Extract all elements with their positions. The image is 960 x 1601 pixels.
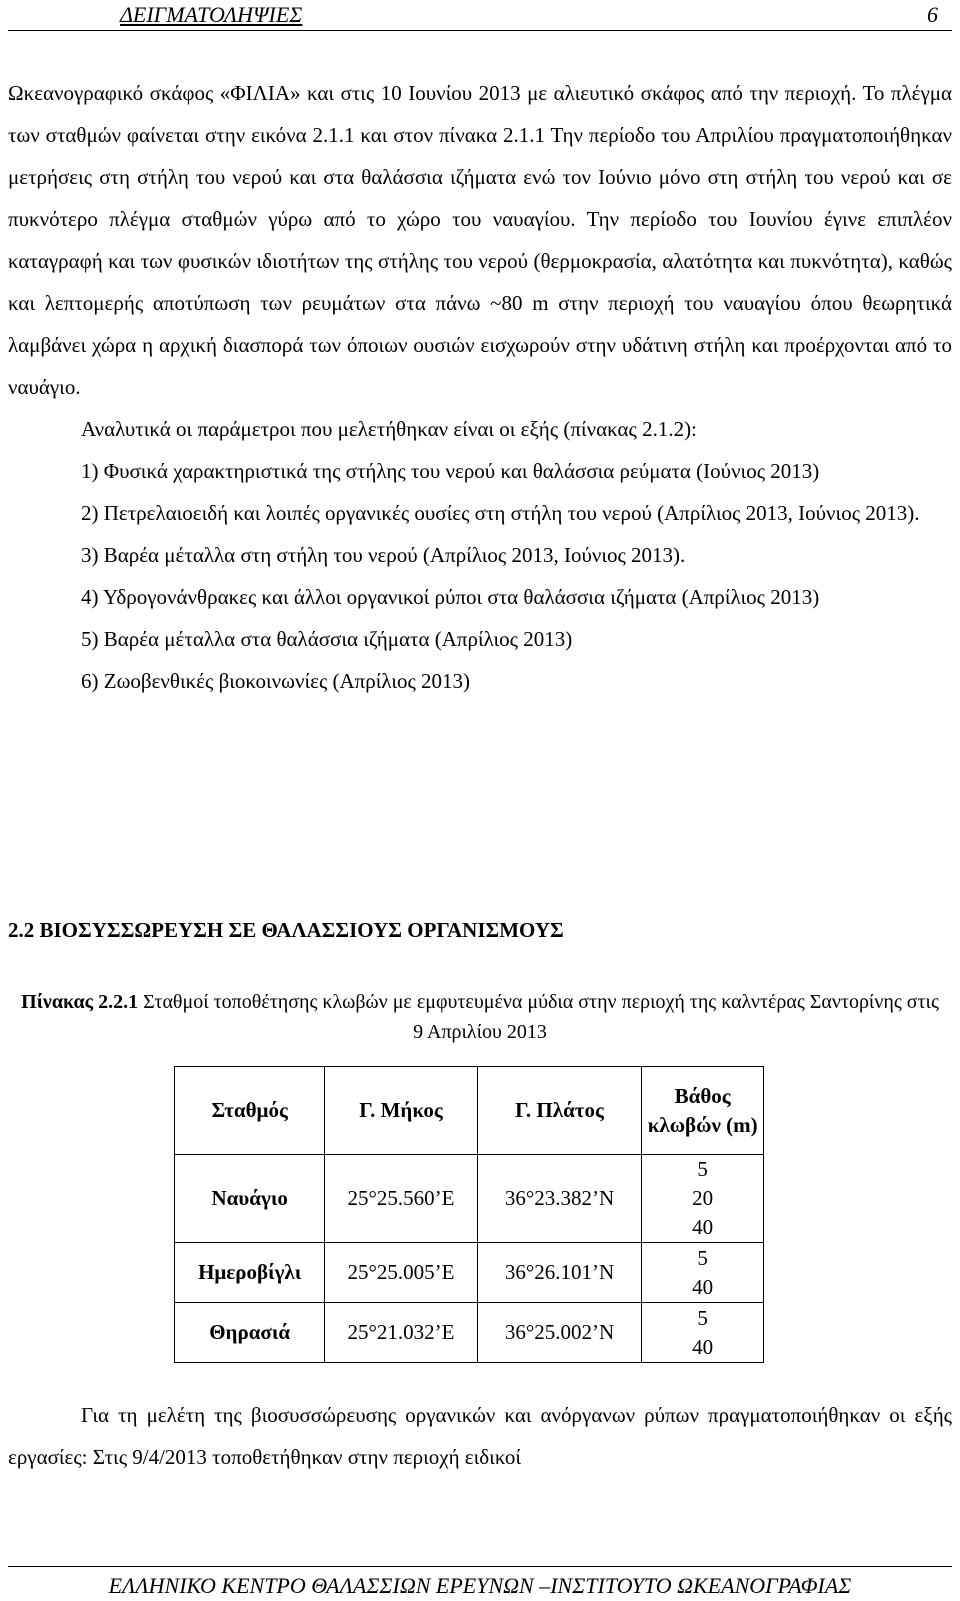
station-depths <box>642 1155 764 1243</box>
parameter-item-6: 6) Ζωοβενθικές βιοκοινωνίες (Απρίλιος 2013) <box>81 669 471 693</box>
header-station: Σταθμός <box>175 1067 325 1155</box>
station-longitude: 25°25.560’Ε <box>325 1155 477 1243</box>
station-longitude: 25°25.005’Ε <box>325 1243 477 1303</box>
parameter-item-4: 4) Υδρογονάνθρακες και άλλοι οργανικοί ρύποι στα θαλάσσια ιζήματα (Απρίλιος 2013) <box>81 585 820 609</box>
parameter-item-3: 3) Βαρέα μέταλλα στη στήλη του νερού (Απρίλιος 2013, Ιούνιος 2013). <box>81 543 686 567</box>
depth-value: 5 <box>697 1245 708 1270</box>
station-latitude: 36°23.382’Ν <box>477 1155 642 1243</box>
station-latitude: 36°25.002’Ν <box>477 1303 642 1363</box>
paragraph-bioaccumulation: Για τη μελέτη της βιοσυσσώρευσης οργανικών και ανόργανων ρύπων πραγματοποιήθηκαν οι εξής εργασίες: Στις 9/4/2013 τοποθετήθηκαν στην περιοχή ειδικοί <box>8 1403 952 1469</box>
footer-text: ΕΛΛΗΝΙΚΟ ΚΕΝΤΡΟ ΘΑΛΑΣΣΙΩΝ ΕΡΕΥΝΩΝ –ΙΝΣΤΙΤΟΥΤΟ ΩΚΕΑΝΟΓΡΑΦΙΑΣ <box>108 1573 852 1598</box>
table-row <box>175 1243 764 1303</box>
header-longitude: Γ. Μήκος <box>325 1067 477 1155</box>
page-footer <box>8 1566 952 1601</box>
parameter-item-1: 1) Φυσικά χαρακτηριστικά της στήλης του νερού και θαλάσσια ρεύματα (Ιούνιος 2013) <box>81 459 820 483</box>
body-text <box>8 72 952 702</box>
header-depth: Βάθος κλωβών (m) <box>642 1067 764 1155</box>
stations-table <box>174 1066 764 1363</box>
section-heading: 2.2 ΒΙΟΣΥΣΣΩΡΕΥΣΗ ΣΕ ΘΑΛΑΣΣΙΟΥΣ ΟΡΓΑΝΙΣΜΟΥΣ <box>8 918 564 942</box>
depth-value: 5 <box>697 1157 708 1181</box>
depth-value: 5 <box>697 1305 708 1330</box>
header-latitude: Γ. Πλάτος <box>477 1067 642 1155</box>
parameter-item-5: 5) Βαρέα μέταλλα στα θαλάσσια ιζήματα (Απρίλιος 2013) <box>81 627 573 651</box>
page-number: 6 <box>927 2 938 27</box>
station-latitude: 36°26.101’Ν <box>477 1243 642 1303</box>
table-caption-label: Πίνακας 2.2.1 <box>21 991 139 1013</box>
parameter-item-2: 2) Πετρελαιοειδή και λοιπές οργανικές ουσίες στη στήλη του νερού (Απρίλιος 2013, Ιούνιος 2013). <box>81 501 920 525</box>
table-row <box>175 1303 764 1363</box>
table-header-row <box>175 1067 764 1155</box>
bioaccumulation-text <box>8 1394 952 1478</box>
depth-value: 40 <box>692 1215 714 1239</box>
station-depths <box>642 1303 764 1363</box>
paragraph-stations: Ωκεανογραφικό σκάφος «ΦΙΛΙΑ» και στις 10 Ιουνίου 2013 με αλιευτικό σκάφος από την περιοχή. Το πλέγμα των σταθμών φαίνεται στην εικόνα 2.1.1 και στον πίνακα 2.1.1 Την περίοδο του Απριλίου πραγματοποιήθηκαν μετρήσεις στη στήλη του νερού και στα θαλάσσια ιζήματα ενώ τον Ιούνιο μόνο στη στήλη του νερού και σε πυκνότερο πλέγμα σταθμών γύρω από το χώρο του ναυαγίου. Την περίοδο του Ιουνίου έγινε επιπλέον καταγραφή και των φυσικών ιδιοτήτων της στήλης του νερού (θερμοκρασία, αλατότητα και πυκνότητα), καθώς και λεπτομερής αποτύπωση των ρευμάτων στα πάνω ~80 m στην περιοχή του ναυαγίου όπου θεωρητικά λαμβάνει χώρα η αρχική διασπορά των όποιων ουσιών εισχωρούν στην υδάτινη στήλη και προέρχονται από το ναυάγιο. <box>8 81 952 399</box>
station-longitude: 25°21.032’Ε <box>325 1303 477 1363</box>
depth-value: 40 <box>692 1274 714 1299</box>
station-name: Θηρασιά <box>175 1303 325 1363</box>
page-header <box>8 0 952 31</box>
station-name: Ημεροβίγλι <box>175 1243 325 1303</box>
header-title: ΔΕΙΓΜΑΤΟΛΗΨΙΕΣ <box>120 2 303 27</box>
table-caption-text: Σταθμοί τοποθέτησης κλωβών με εμφυτευμένα μύδια στην περιοχή της καλντέρας Σαντορίνης στις 9 Απριλίου 2013 <box>138 991 939 1043</box>
table-caption <box>20 987 940 1047</box>
depth-value: 40 <box>692 1334 714 1359</box>
station-depths <box>642 1243 764 1303</box>
depth-value: 20 <box>692 1186 714 1210</box>
parameters-intro: Αναλυτικά οι παράμετροι που μελετήθηκαν είναι οι εξής (πίνακας 2.1.2): <box>81 417 697 441</box>
table-row <box>175 1155 764 1243</box>
station-name: Ναυάγιο <box>175 1155 325 1243</box>
